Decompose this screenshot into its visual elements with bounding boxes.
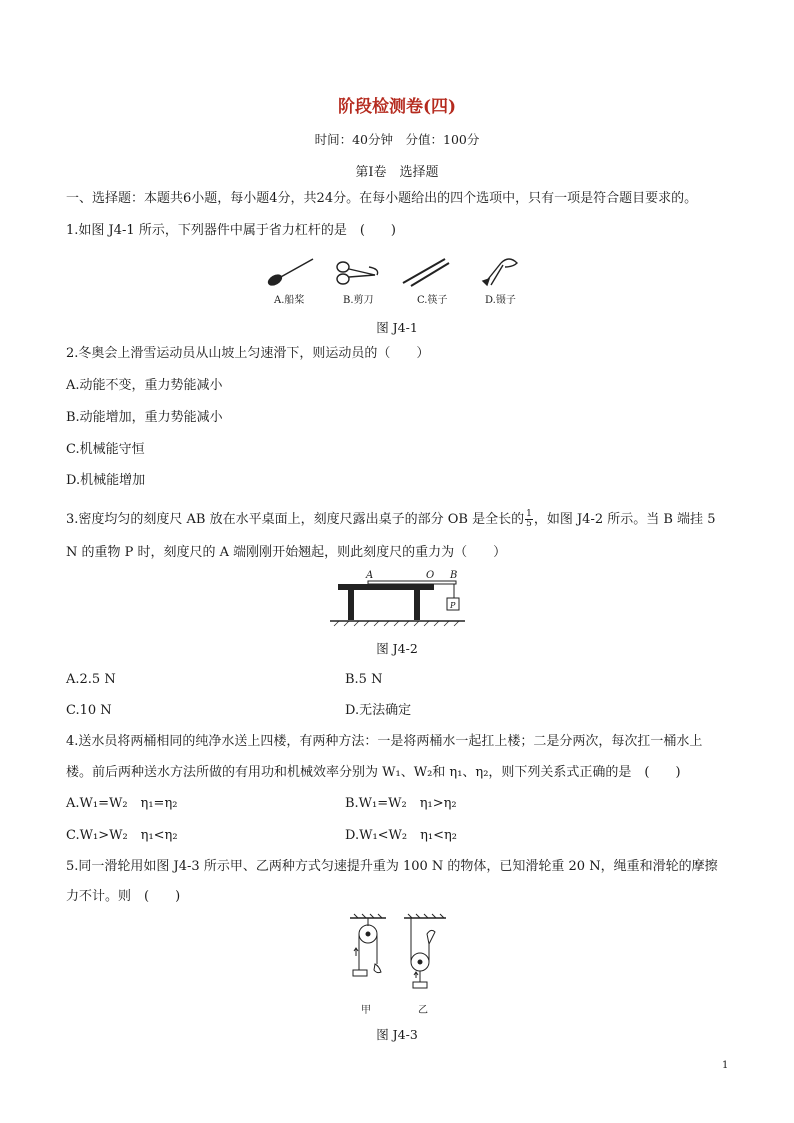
q4-option-d: D.W₁<W₂ η₁<η₂	[345, 828, 458, 843]
q2-option-c: C.机械能守恒	[66, 442, 145, 457]
fraction-numerator: 1	[526, 509, 532, 519]
chopsticks-icon	[403, 259, 449, 286]
ruler	[368, 581, 456, 584]
question-1-stem: 1.如图 J4-1 所示，下列器件中属于省力杠杆的是 ( )	[66, 223, 396, 238]
label-p: P	[450, 601, 456, 610]
oar-icon	[267, 259, 313, 287]
scissors-icon	[337, 262, 378, 284]
question-2-stem: 2.冬奥会上滑雪运动员从山坡上匀速滑下，则运动员的（ ）	[66, 346, 430, 361]
question-3-stem-line1	[66, 510, 715, 529]
tool-label-d: D.镊子	[485, 295, 516, 306]
movable-pulley-yi	[404, 914, 446, 988]
q3-option-d: D.无法确定	[345, 703, 412, 718]
question-4-stem-line1: 4.送水员将两桶相同的纯净水送上四楼，有两种方法：一是将两桶水一起扛上楼；二是分两次，每次扛一桶水上	[66, 734, 703, 749]
table-leg-left	[348, 590, 354, 620]
question-4-stem-line2: 楼。前后两种送水方法所做的有用功和机械效率分别为 W₁、W₂和 η₁、η₂，则下列关系式正确的是 ( )	[66, 765, 681, 780]
question-5-stem-line2: 力不计。则 ( )	[66, 889, 181, 904]
q4-option-a: A.W₁=W₂ η₁=η₂	[66, 796, 178, 811]
instructions: 一、选择题：本题共6小题，每小题4分，共24分。在每小题给出的四个选项中，只有一项是符合题目要求的。	[66, 191, 698, 206]
table-top	[338, 584, 434, 590]
tool-label-a: A.船桨	[274, 295, 305, 306]
fraction-denominator: 5	[526, 519, 532, 529]
tools-figure	[265, 253, 525, 293]
q2-option-b: B.动能增加，重力势能减小	[66, 410, 223, 425]
label-jia: 甲	[361, 1005, 371, 1016]
q3-stem-part-b: ，如图 J4-2 所示。当 B 端挂 5	[533, 512, 716, 527]
tool-label-c: C.筷子	[417, 295, 448, 306]
one-fifth-fraction	[525, 510, 533, 529]
q3-option-a: A.2.5 N	[66, 672, 116, 687]
section-heading: 第Ⅰ卷 选择题	[355, 165, 439, 180]
question-3-stem-line2: N 的重物 P 时，刻度尺的 A 端刚刚开始翘起，则此刻度尺的重力为（ ）	[66, 545, 507, 560]
ruler-table-figure	[330, 570, 470, 630]
q3-option-b: B.5 N	[345, 672, 383, 687]
fixed-pulley-jia	[350, 914, 386, 976]
pulley-figure	[348, 912, 448, 1002]
label-b: B	[450, 570, 458, 581]
exam-meta: 时间：40分钟 分值：100分	[314, 132, 480, 147]
page-title: 阶段检测卷(四)	[337, 97, 457, 117]
tweezers-icon	[483, 259, 517, 285]
question-5-stem-line1: 5.同一滑轮用如图 J4-3 所示甲、乙两种方式匀速提升重为 100 N 的物体，已知滑轮重 20 N，绳重和滑轮的摩擦	[66, 859, 718, 874]
table-leg-right	[414, 590, 420, 620]
q2-option-a: A.动能不变，重力势能减小	[66, 378, 223, 393]
q2-option-d: D.机械能增加	[66, 473, 146, 488]
q3-option-c: C.10 N	[66, 703, 112, 718]
figure-caption-1: 图 J4-1	[376, 320, 418, 335]
tool-label-b: B.剪刀	[343, 295, 374, 306]
q4-option-b: B.W₁=W₂ η₁>η₂	[345, 796, 457, 811]
label-yi: 乙	[418, 1005, 428, 1016]
figure-caption-3: 图 J4-3	[376, 1027, 418, 1042]
label-a: A	[366, 570, 374, 581]
label-o: O	[426, 570, 435, 581]
figure-caption-2: 图 J4-2	[376, 641, 418, 656]
q4-option-c: C.W₁>W₂ η₁<η₂	[66, 828, 178, 843]
q3-stem-part-a: 3.密度均匀的刻度尺 AB 放在水平桌面上，刻度尺露出桌子的部分 OB 是全长的	[66, 512, 525, 527]
page-number: 1	[722, 1060, 729, 1071]
